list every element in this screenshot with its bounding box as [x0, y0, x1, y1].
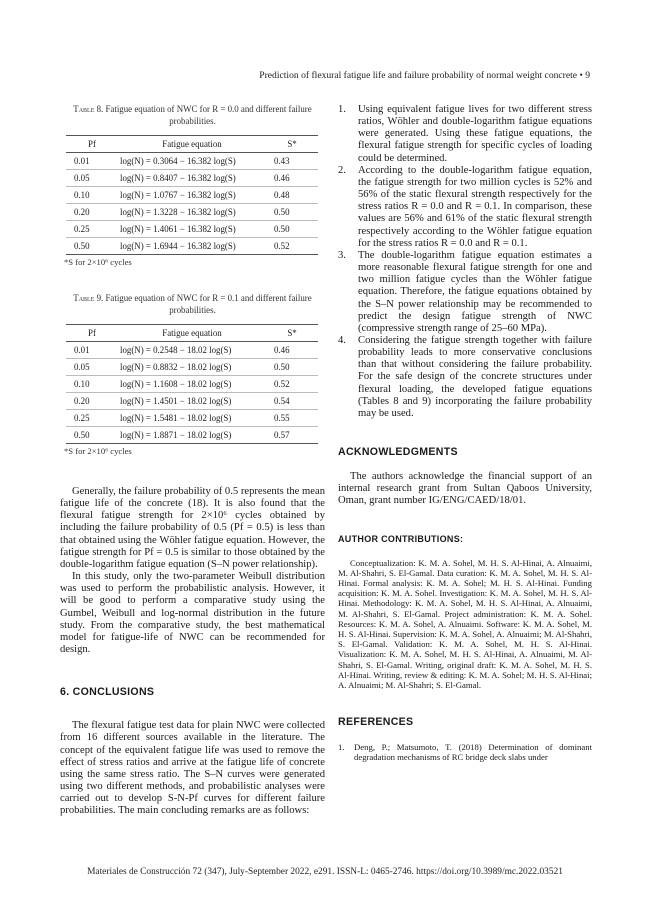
list-item-text: Considering the fatigue strength together with failure probability leads to more conservative conclusions than that without considering the failure probability. For the safe design of the concrete structures under flexural loading, the developed fatigue equations (Tables 8 and 9) incorporating the failure probability may be used.	[358, 334, 592, 419]
table8-note: *S for 2×10⁶ cycles	[64, 257, 132, 267]
right-column	[338, 104, 592, 763]
reference-text: Deng, P.; Matsumoto, T. (2018) Determination of dominant degradation mechanisms of RC bridge deck slabs under	[354, 742, 592, 763]
table-cell: log(N) = 1.5481 − 18.02 log(S)	[118, 410, 266, 427]
table-cell: log(N) = 1.3228 − 16.382 log(S)	[118, 204, 266, 221]
conclusions-list	[338, 104, 592, 420]
table-cell: log(N) = 1.0767 − 16.382 log(S)	[118, 187, 266, 204]
reference-item	[338, 742, 592, 762]
section-heading-acknowledgments: ACKNOWLEDGMENTS	[338, 446, 458, 459]
table-cell: 0.43	[266, 153, 318, 170]
table9-header: Fatigue equation	[118, 325, 266, 342]
section-heading-conclusions: 6. CONCLUSIONS	[60, 686, 155, 699]
table9	[66, 324, 318, 444]
table-row	[66, 393, 318, 410]
table8-caption	[60, 104, 325, 127]
table-cell: log(N) = 1.4061 − 16.382 log(S)	[118, 221, 266, 238]
table-row	[66, 376, 318, 393]
list-item-number: 1.	[338, 104, 346, 115]
acknowledgments-text: The authors acknowledge the financial support of an internal research grant from Sultan Qaboos University, Oman, grant number IG/ENG/CAED/18/01.	[338, 471, 592, 507]
section-heading-references: REFERENCES	[338, 716, 414, 729]
table-cell: log(N) = 1.4501 − 18.02 log(S)	[118, 393, 266, 410]
table-cell: log(N) = 1.8871 − 18.02 log(S)	[118, 427, 266, 444]
table-cell: 0.25	[66, 410, 118, 427]
table9-header: S*	[266, 325, 318, 342]
table-cell: 0.52	[266, 238, 318, 255]
table-row	[66, 359, 318, 376]
table-cell: 0.46	[266, 342, 318, 359]
table-row	[66, 238, 318, 255]
table-row	[66, 170, 318, 187]
table-row	[66, 153, 318, 170]
table-cell: 0.05	[66, 170, 118, 187]
page-footer: Materiales de Construcción 72 (347), July-September 2022, e291. ISSN-L: 0465-2746. https://doi.org/10.3989/mc.2022.03521	[87, 867, 563, 877]
table-cell: log(N) = 0.2548 − 18.02 log(S)	[118, 342, 266, 359]
list-item	[338, 104, 592, 165]
table-cell: 0.50	[66, 238, 118, 255]
body-paragraph: In this study, only the two-parameter Weibull distribution was used to perform the probabilistic analysis. However, it will be good to perform a comparative study using the Gumbel, Weibull and log-normal distribution in the future study. From the comparative study, the best mathematical model for fatigue-life of NWC can be recommended for design.	[60, 571, 325, 656]
table-row	[66, 410, 318, 427]
table9-header-row	[66, 325, 318, 342]
table-row	[66, 204, 318, 221]
table8-header: S*	[266, 136, 318, 153]
table-cell: 0.05	[66, 359, 118, 376]
body-paragraph: Generally, the failure probability of 0.5 represents the mean fatigue life of the concrete (18). It is also found that the flexural fatigue strength for 2×10⁶ cycles obtained by including the failure probability of 0.5 (Pf = 0.5) is less than that obtained using the Wöhler fatigue equation. However, the fatigue strength for Pf = 0.5 is similar to those obtained by the double-logarithm fatigue equation (S–N power relationship).	[60, 486, 325, 570]
table-cell: 0.10	[66, 376, 118, 393]
table-cell: 0.48	[266, 187, 318, 204]
list-item-number: 2.	[338, 164, 346, 176]
table-cell: 0.54	[266, 393, 318, 410]
table8-header-row	[66, 136, 318, 153]
table-cell: 0.10	[66, 187, 118, 204]
table8-header: Pf	[66, 136, 118, 153]
list-item	[338, 335, 592, 420]
list-item	[338, 165, 592, 250]
table-cell: log(N) = 0.3064 − 16.382 log(S)	[118, 153, 266, 170]
list-item	[338, 250, 592, 335]
table9-label: Table 9.	[73, 293, 104, 303]
table-cell: 0.50	[66, 427, 118, 444]
left-column	[60, 104, 325, 817]
contributions-text: Conceptualization: K. M. A. Sohel, M. H. S. Al-Hinai, A. Alnuaimi, M. Al-Shahri, S. El-Gamal. Data curation: K. M. A. Sohel, M. H. S. Al-Hinai. Formal analysis: K. M. A. Sohel; M. H. S. Al-Hinai. Funding acquisition: K. M. A. Sohel. Investigation: K. M. A. Sohel, M. H. S. Al-Hinai. Methodology: K. M. A. Sohel, M. H. S. Al-Hinai, A. Alnuaimi, M. Al-Shahri, S. El-Gamal. Project administration: K. M. A. Sohel. Resources: K. M. A. Sohel, A. Alnuaimi. Software: K. M. A. Sohel, M. H. S. Al-Hinai. Supervision: K. M. A. Sohel, A. Alnuaimi; M. Al-Shahri, S. El-Gamal. Validation: K. M. A. Sohel, M. H. S. Al-Hinai. Visualization: K. M. A. Sohel, M. H. S. Al-Hinai, A. Alnuaimi, M. Al-Shahri, S. El-Gamal. Writing, original draft: K. M. A. Sohel, M. H. S. Al-Hinai. Writing, review & editing: K. M. A. Sohel; M. H. S. Al-Hinai; A. Alnuaimi; M. Al-Shahri; S. El-Gamal.	[338, 557, 592, 690]
section-heading-contributions: AUTHOR CONTRIBUTIONS:	[338, 533, 464, 544]
table-cell: 0.25	[66, 221, 118, 238]
list-item-number: 4.	[338, 334, 346, 346]
list-item-text: According to the double-logarithm fatigue equation, the fatigue strength for two million cycles is 52% and 56% of the static flexural strength respectively for the stress ratios R = 0.0 and R = 0.1. In comparison, these values are 56% and 61% of the static flexural strength respectively according to the Wöhler fatigue equation for the stress ratios R = 0.0 and R = 0.1.	[358, 164, 592, 249]
table-cell: 0.01	[66, 342, 118, 359]
table-cell: 0.55	[266, 410, 318, 427]
table8-label: Table 8.	[73, 104, 104, 114]
table-cell: 0.50	[266, 221, 318, 238]
table9-caption-text: Fatigue equation of NWC for R = 0.1 and different failure probabilities.	[105, 293, 312, 315]
table-cell: 0.46	[266, 170, 318, 187]
table-cell: 0.52	[266, 376, 318, 393]
table9-note: *S for 2×10⁶ cycles	[64, 446, 132, 456]
list-item-text: Using equivalent fatigue lives for two different stress ratios, Wöhler and double-logarithm fatigue equations were generated. Using these fatigue equations, the flexural fatigue strength for specific cycles of loading could be determined.	[358, 104, 592, 164]
reference-number: 1.	[338, 742, 345, 753]
list-item-text: The double-logarithm fatigue equation estimates a more reasonable flexural fatigue strength for one and two million fatigue cycles than the Wöhler fatigue equation. Therefore, the fatigue equations obtained by the S–N power relationship may be recommended to predict the design fatigue strength of NWC (compressive strength range of 25–60 MPa).	[358, 249, 592, 334]
table-cell: 0.57	[266, 427, 318, 444]
table9-caption	[60, 293, 325, 316]
table-cell: log(N) = 1.6944 − 16.382 log(S)	[118, 238, 266, 255]
table-cell: log(N) = 1.1608 − 18.02 log(S)	[118, 376, 266, 393]
conclusions-intro: The flexural fatigue test data for plain NWC were collected from 16 different sources available in the literature. The concept of the equivalent fatigue life was used to remove the effect of stress ratios and arrive at the fatigue life of concrete using the same stress ratio. The S–N curves were generated using two different methods, and probabilistic analyses were carried out to develop S-N-Pf curves for different failure probabilities. The main concluding remarks are as follows:	[60, 720, 325, 817]
table-row	[66, 221, 318, 238]
table-cell: 0.20	[66, 204, 118, 221]
table-cell: 0.01	[66, 153, 118, 170]
table-row	[66, 187, 318, 204]
table-cell: log(N) = 0.8407 − 16.382 log(S)	[118, 170, 266, 187]
table-cell: 0.20	[66, 393, 118, 410]
table-cell: 0.50	[266, 359, 318, 376]
table8	[66, 135, 318, 255]
table-cell: log(N) = 0.8832 − 18.02 log(S)	[118, 359, 266, 376]
table-row	[66, 427, 318, 444]
table9-header: Pf	[66, 325, 118, 342]
list-item-number: 3.	[338, 249, 346, 261]
table8-header: Fatigue equation	[118, 136, 266, 153]
running-header: Prediction of flexural fatigue life and failure probability of normal weight concrete • 9	[259, 70, 590, 81]
table8-caption-text: Fatigue equation of NWC for R = 0.0 and different failure probabilities.	[105, 104, 312, 126]
table-row	[66, 342, 318, 359]
table-cell: 0.50	[266, 204, 318, 221]
